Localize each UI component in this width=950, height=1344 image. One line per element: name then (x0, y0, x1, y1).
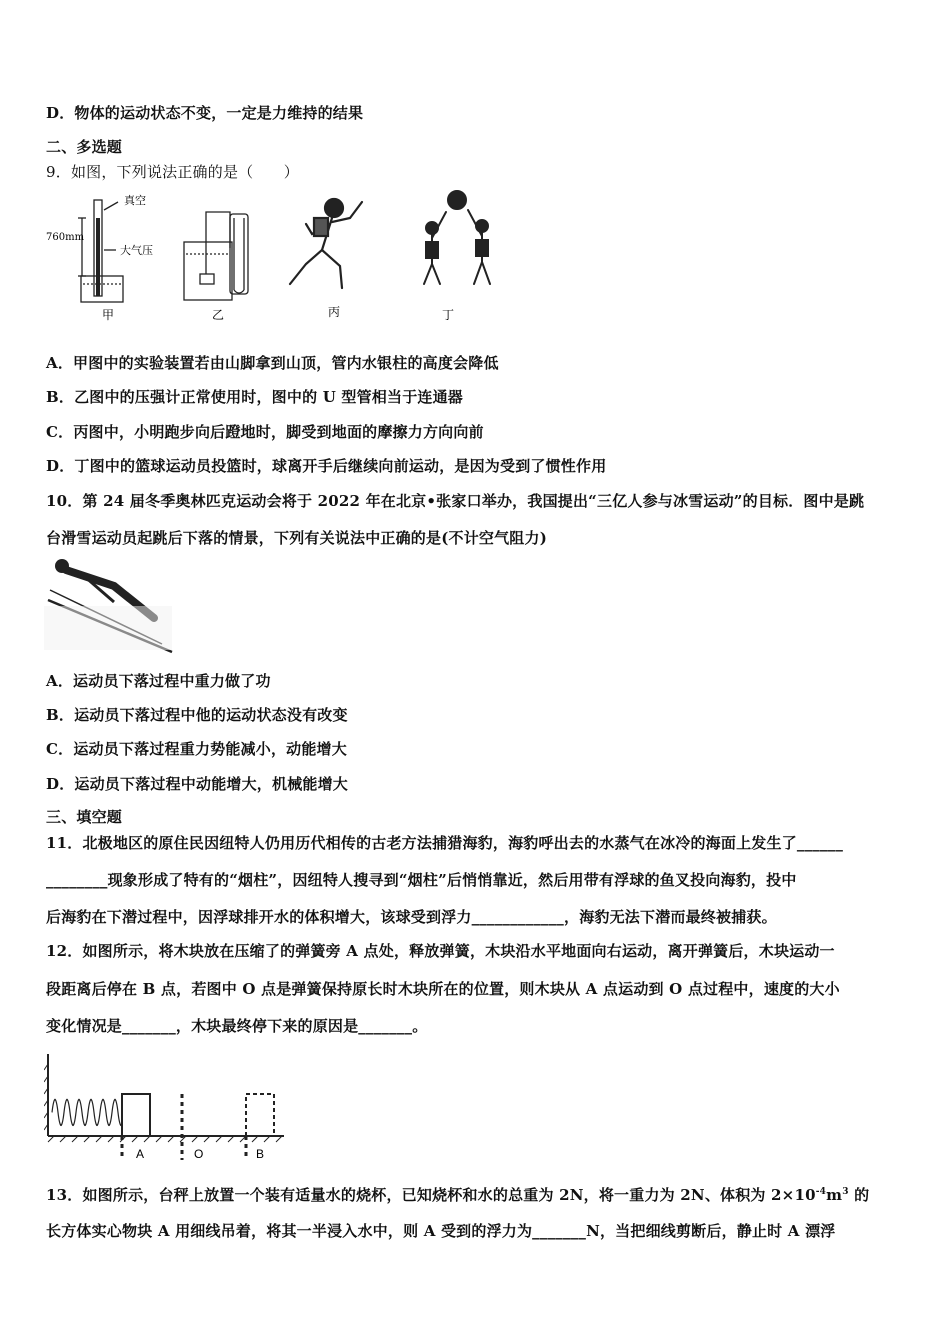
atmospheric-pressure-label: 大气压 (120, 244, 153, 257)
q10-stem-line1: 10．第 24 届冬季奥林匹克运动会将于 2022 年在北京•张家口举办，我国提出“三亿人参与冰雪运动”的目标．图中是跳 (46, 492, 865, 510)
q12-line3: 变化情况是_______，木块最终停下来的原因是_______。 (46, 1017, 428, 1035)
q9-figure (44, 188, 524, 322)
spring-block-figure (44, 1050, 290, 1162)
q10-option-a: A．运动员下落过程中重力做了功 (46, 672, 271, 690)
q11-line1: 11．北极地区的原住民因纽特人仍用历代相传的古老方法捕猎海豹，海豹呼出去的水蒸气在冰冷的海面上发生了______ (46, 834, 844, 852)
height-760mm-label: 760mm (46, 232, 85, 243)
section-heading-multi-choice: 二、多选题 (46, 138, 123, 156)
q10-option-d: D．运动员下落过程中动能增大，机械能增大 (46, 775, 349, 793)
q12-line2: 段距离后停在 B 点，若图中 O 点是弹簧保持原长时木块所在的位置，则木块从 A 点运动到 O 点过程中，速度的大小 (46, 980, 840, 998)
vacuum-label: 真空 (124, 194, 146, 207)
pressure-gauge-figure (184, 212, 248, 300)
q11-line3: 后海豹在下潜过程中，因浮球排开水的体积增大，该球受到浮力____________，海豹无法下潜而最终被捕获。 (46, 908, 777, 926)
section-heading-fill-blank: 三、填空题 (46, 808, 123, 826)
q11-line2: ________现象形成了特有的“烟柱”，因纽特人搜寻到“烟柱”后悄悄靠近，然后用带有浮球的鱼叉投向海豹，投中 (46, 871, 797, 889)
q10-option-b: B．运动员下落过程中他的运动状态没有改变 (46, 706, 348, 724)
q13-exponent: -4 (815, 1187, 827, 1197)
q10-option-c: C．运动员下落过程重力势能减小，动能增大 (46, 740, 347, 758)
caption-ding: 丁 (442, 308, 455, 322)
point-a-label: A (136, 1147, 145, 1161)
q9-option-b: B．乙图中的压强计正常使用时，图中的 U 型管相当于连通器 (46, 388, 464, 406)
running-boy-figure (290, 199, 362, 288)
q9-option-d: D．丁图中的篮球运动员投篮时，球离开手后继续向前运动，是因为受到了惯性作用 (46, 457, 607, 475)
basketball-players-figure (424, 191, 490, 284)
ski-jumper-figure (44, 556, 176, 656)
q13-unit-exponent: 3 (842, 1187, 849, 1197)
q13-line2: 长方体实心物块 A 用细线吊着，将其一半浸入水中，则 A 受到的浮力为_______N，当把细线剪断后，静止时 A 漂浮 (46, 1222, 836, 1240)
caption-bing: 丙 (328, 305, 341, 319)
torricelli-apparatus-figure (78, 200, 123, 302)
q13-line1-text: 13．如图所示，台秤上放置一个装有适量水的烧杯，已知烧杯和水的总重为 2N，将一重力为 2N、体积为 2×10 (46, 1186, 816, 1204)
q9-stem: 9．如图，下列说法正确的是（ ） (46, 163, 299, 181)
q13-unit: m (826, 1186, 843, 1204)
q13-line1 (46, 1184, 869, 1205)
caption-yi: 乙 (212, 308, 225, 322)
q12-line1: 12．如图所示，将木块放在压缩了的弹簧旁 A 点处，释放弹簧，木块沿水平地面向右运动，离开弹簧后，木块运动一 (46, 942, 835, 960)
q9-option-c: C．丙图中，小明跑步向后蹬地时，脚受到地面的摩擦力方向向前 (46, 423, 484, 441)
point-o-label: O (194, 1147, 204, 1161)
q8-option-d: D．物体的运动状态不变，一定是力维持的结果 (46, 104, 364, 122)
q9-option-a: A．甲图中的实验装置若由山脚拿到山顶，管内水银柱的高度会降低 (46, 354, 499, 372)
q10-stem-line2: 台滑雪运动员起跳后下落的情景，下列有关说法中正确的是(不计空气阻力) (46, 529, 547, 547)
caption-jia: 甲 (102, 308, 115, 322)
q13-line1-end: 的 (848, 1186, 870, 1204)
point-b-label: B (256, 1147, 265, 1161)
